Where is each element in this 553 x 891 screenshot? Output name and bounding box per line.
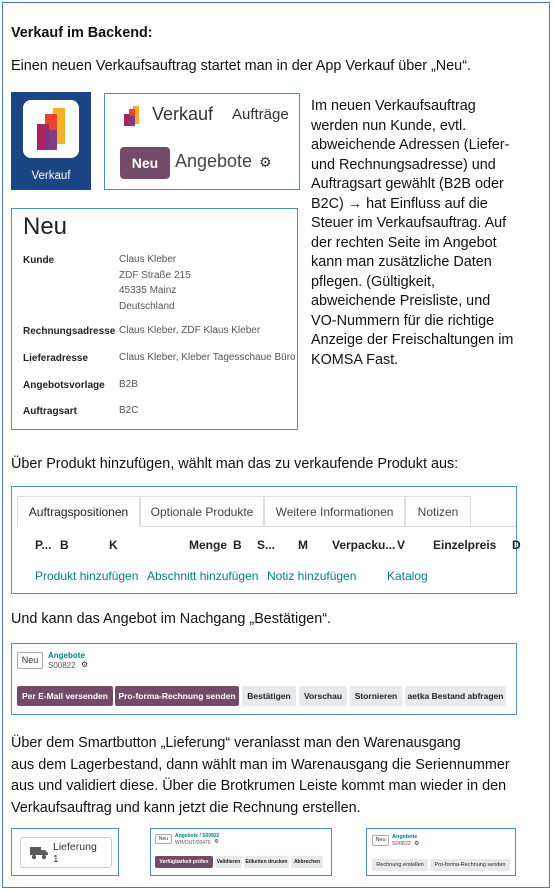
- side-line: und Rechnungsadresse) und: [311, 156, 496, 173]
- column-header[interactable]: Menge: [189, 538, 228, 552]
- side-explanation: [311, 97, 513, 370]
- smartbutton-label: Lieferung: [53, 841, 97, 853]
- column-header[interactable]: D: [512, 538, 521, 552]
- side-line: VO-Nummern für die richtige: [311, 312, 495, 329]
- validate-button[interactable]: Validieren: [215, 856, 242, 868]
- customer-street: ZDF Straße 215: [119, 269, 191, 281]
- customer-city: 45335 Mainz: [119, 285, 177, 296]
- form-title: Neu: [23, 213, 68, 240]
- new-button[interactable]: Neu: [17, 652, 43, 669]
- gear-icon[interactable]: ⚙: [414, 841, 420, 847]
- picking-reference: WH/OUT/00470: [175, 840, 211, 846]
- nav-app-name[interactable]: Verkauf: [152, 104, 214, 124]
- side-line: abweichende Adressen (Liefer-: [311, 137, 510, 153]
- truck-icon: [30, 845, 48, 865]
- column-header[interactable]: Verpacku...: [332, 538, 396, 552]
- field-value-kunde[interactable]: [119, 252, 191, 314]
- breadcrumb-angebote[interactable]: Angebote: [48, 651, 85, 660]
- add-section-link[interactable]: Abschnitt hinzufügen: [147, 569, 259, 583]
- picking-screenshot: [150, 828, 332, 876]
- column-header[interactable]: M: [298, 538, 308, 552]
- column-header[interactable]: B: [60, 538, 69, 552]
- catalog-link[interactable]: Katalog: [387, 569, 428, 583]
- intro-text: Einen neuen Verkaufsauftrag startet man in der App Verkauf über „Neu“.: [11, 58, 471, 74]
- field-label-lieferadresse: Lieferadresse: [23, 353, 89, 364]
- nav-menu-auftraege[interactable]: Aufträge: [232, 106, 289, 123]
- field-value-rechnungsadresse[interactable]: Claus Kleber, ZDF Klaus Kleber: [119, 325, 261, 336]
- new-button[interactable]: Neu: [155, 834, 172, 844]
- customer-name: Claus Kleber: [119, 254, 177, 265]
- gear-icon[interactable]: ⚙: [81, 660, 89, 669]
- order-number: S00822: [48, 661, 76, 670]
- delivery-smartbutton-screenshot: [11, 828, 119, 876]
- confirm-button[interactable]: Bestätigen: [242, 686, 296, 706]
- delivery-line: Über dem Smartbutton „Lieferung“ veranlasst man den Warenausgang: [11, 735, 461, 751]
- send-email-button[interactable]: Per E-Mail versenden: [17, 686, 113, 706]
- column-header[interactable]: S...: [257, 538, 276, 552]
- preview-button[interactable]: Vorschau: [299, 686, 347, 706]
- field-value-angebotsvorlage[interactable]: B2B: [119, 379, 138, 390]
- side-line: pflegen. (Gültigkeit,: [311, 273, 435, 290]
- confirm-instruction: Und kann das Angebot im Nachgang „Bestätigen“.: [11, 611, 331, 627]
- gear-icon[interactable]: ⚙: [259, 154, 272, 170]
- product-instruction: Über Produkt hinzufügen, wählt man das zu verkaufende Produkt aus:: [11, 456, 459, 472]
- app-icon-label: Verkauf: [31, 170, 71, 182]
- print-labels-button[interactable]: Etiketten drucken: [244, 856, 289, 868]
- send-proforma-button[interactable]: Pro-forma-Rechnung senden: [115, 686, 239, 706]
- breadcrumb-trail[interactable]: Angebote / S00822: [175, 833, 220, 839]
- check-availability-button[interactable]: Verfügbarkeit prüfen: [155, 856, 213, 868]
- field-label-angebotsvorlage: Angebotsvorlage: [23, 380, 105, 391]
- order-actions-screenshot: [11, 643, 517, 715]
- cancel-button[interactable]: Abbrechen: [291, 856, 323, 868]
- side-line: kann man zusätzliche Daten: [311, 254, 492, 270]
- section-heading: Verkauf im Backend:: [11, 25, 153, 41]
- order-number: S00822: [392, 841, 411, 847]
- side-line: B2C) → hat Einfluss auf die: [311, 195, 488, 212]
- invoice-screenshot: [366, 828, 516, 876]
- column-header[interactable]: B: [233, 538, 242, 552]
- order-lines-screenshot: [11, 486, 521, 594]
- column-header[interactable]: Einzelpreis: [433, 538, 497, 552]
- breadcrumb-angebote[interactable]: Angebote: [392, 834, 418, 840]
- side-line: abweichende Preisliste, und: [311, 293, 491, 309]
- gear-icon[interactable]: ⚙: [214, 839, 219, 845]
- field-label-rechnungsadresse: Rechnungsadresse: [23, 326, 116, 337]
- cancel-button[interactable]: Stornieren: [350, 686, 402, 706]
- field-value-lieferadresse[interactable]: Claus Kleber, Kleber Tagesschaue Büro: [119, 352, 296, 363]
- side-line: der rechten Seite im Angebot: [311, 234, 497, 251]
- delivery-line: Verkaufsauftrag und kann jetzt die Rechnung erstellen.: [11, 799, 361, 816]
- customer-country: Deutschland: [119, 300, 175, 312]
- verkauf-app-icon[interactable]: [11, 92, 91, 190]
- add-product-link[interactable]: Produkt hinzufügen: [35, 569, 139, 583]
- breadcrumb-angebote[interactable]: Angebote: [175, 151, 253, 171]
- column-header[interactable]: P...: [35, 538, 52, 552]
- side-line: Im neuen Verkaufsauftrag: [311, 98, 476, 114]
- column-header[interactable]: V: [397, 538, 406, 552]
- tab-auftragspositionen[interactable]: Auftragspositionen: [17, 496, 140, 527]
- new-button[interactable]: Neu: [372, 835, 389, 846]
- delivery-line: aus und validiert diese. Über die Brotkrumen Leiste kommt man wieder in den: [11, 778, 507, 794]
- field-label-auftragsart: Auftragsart: [23, 406, 77, 417]
- side-line: werden nun Kunde, evtl.: [311, 117, 467, 134]
- order-form-screenshot: [11, 208, 298, 430]
- sales-navbar-screenshot: [104, 93, 300, 190]
- side-line: Steuer im Verkaufsauftrag. Auf: [311, 215, 507, 231]
- tab-notizen[interactable]: Notizen: [405, 496, 471, 526]
- side-line: KOMSA Fast.: [311, 351, 399, 368]
- side-line: Auftragsart gewählt (B2B oder: [311, 176, 504, 192]
- sales-logo-icon: [119, 104, 145, 133]
- delivery-line: aus dem Lagerbestand, dann wählt man im Warenausgang die Seriennummer: [11, 756, 510, 773]
- field-label-kunde: Kunde: [23, 255, 55, 266]
- create-invoice-button[interactable]: Rechnung erstellen: [372, 859, 428, 871]
- tab-weitere-informationen[interactable]: Weitere Informationen: [264, 496, 405, 526]
- delivery-smartbutton[interactable]: [20, 837, 112, 868]
- smartbutton-count: 1: [53, 854, 59, 865]
- side-line: Anzeige der Freischaltungen im: [311, 332, 514, 348]
- tab-optionale-produkte[interactable]: Optionale Produkte: [140, 496, 264, 526]
- sales-logo-icon: [23, 100, 79, 158]
- new-button[interactable]: Neu: [120, 147, 170, 179]
- column-header[interactable]: K: [109, 538, 118, 552]
- send-proforma-button[interactable]: Pro-forma-Rechnung senden: [430, 859, 510, 871]
- add-note-link[interactable]: Notiz hinzufügen: [267, 569, 357, 583]
- aetka-stock-button[interactable]: aetka Bestand abfragen: [405, 686, 506, 706]
- delivery-explanation: [11, 733, 510, 819]
- field-value-auftragsart[interactable]: B2C: [119, 405, 139, 416]
